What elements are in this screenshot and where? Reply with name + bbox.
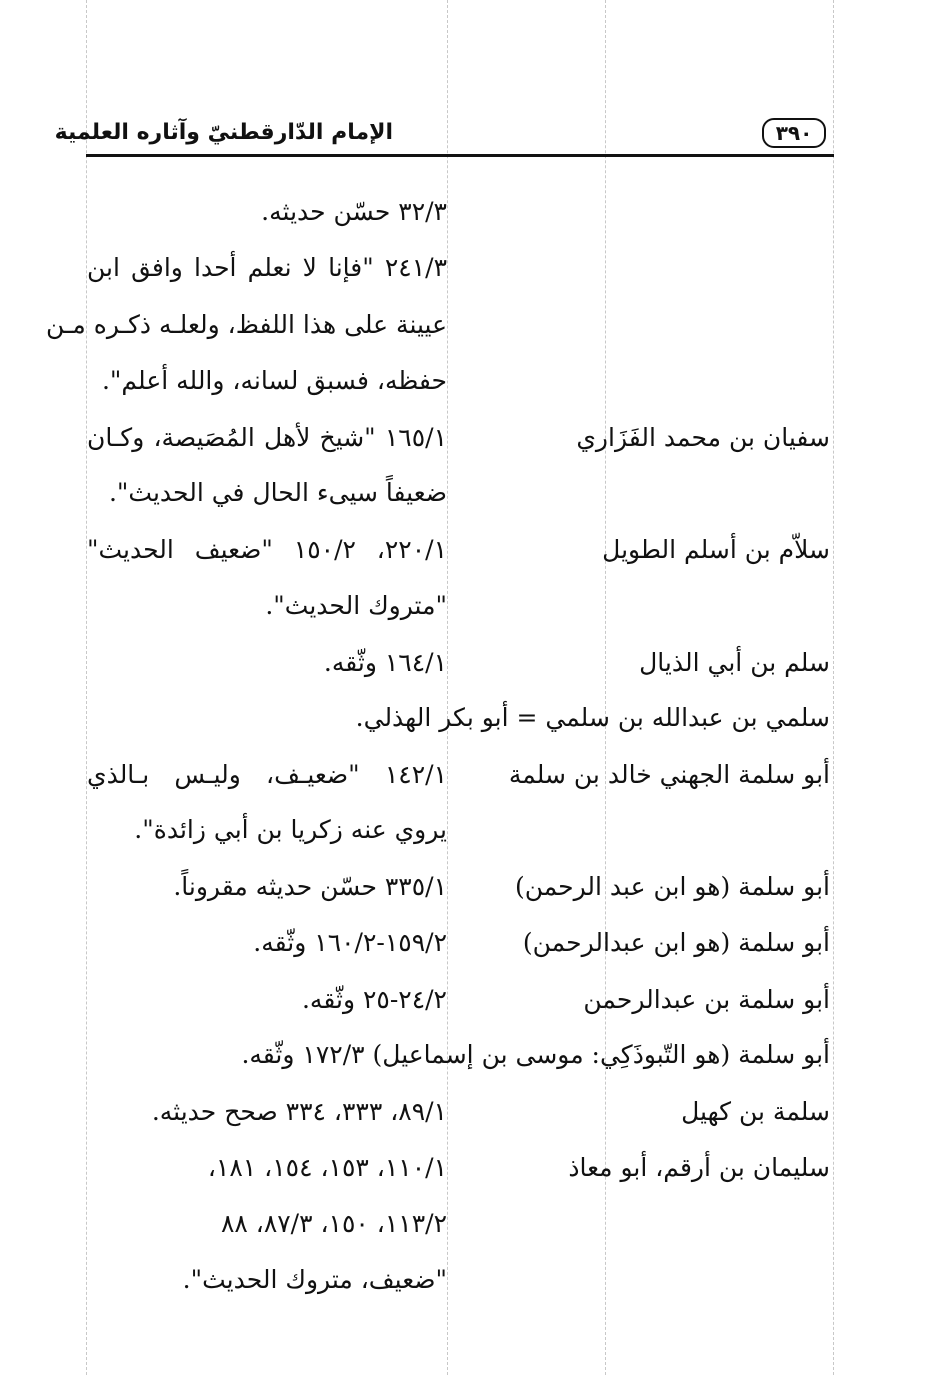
- entry-reference: ١٦٤/١ وثّقه.: [323, 648, 447, 677]
- entry-line: ضعيفاً سيىء الحال في الحديث".: [108, 478, 447, 507]
- narrator-name: سفيان بن محمد الفَزَاري: [576, 423, 830, 452]
- narrator-name: سلمة بن كهيل: [681, 1097, 830, 1126]
- narrator-name: سلم بن أبي الذيال: [639, 648, 830, 677]
- entry-line: أبو سلمة (هو التّبوذَكِي: موسى بن إسماعيل) ١٧٢/٣ وثّقه.: [241, 1040, 830, 1069]
- narrator-name: سليمان بن أرقم، أبو معاذ: [568, 1153, 830, 1182]
- entry-reference: ٣٣٥/١ حسّن حديثه مقروناً.: [173, 872, 447, 901]
- scan-guide-line-middle: [447, 0, 448, 1375]
- narrator-name: أبو سلمة (هو ابن عبد الرحمن): [514, 872, 830, 901]
- entry-reference: ٢٢٠/١، ١٥٠/٢ "ضعيف الحديث": [87, 535, 447, 564]
- entry-reference: ٨٩/١، ٣٣٣، ٣٣٤ صحح حديثه.: [151, 1097, 447, 1126]
- entry-line: ١١٣/٢، ١٥٠، ٨٧/٣، ٨٨: [220, 1209, 447, 1238]
- narrator-name: أبو سلمة الجهني خالد بن سلمة: [508, 760, 830, 789]
- narrator-name: أبو سلمة بن عبدالرحمن: [583, 985, 830, 1014]
- narrator-name: أبو سلمة (هو ابن عبدالرحمن): [522, 928, 830, 957]
- entry-reference: ١٤٢/١ "ضعيـف، وليـس بـالذي: [87, 760, 447, 789]
- running-header-title: الإمام الدّارقطنيّ وآثاره العلمية: [54, 120, 393, 145]
- entry-line: عيينة على هذا اللفظ، ولعلـه ذكـره مـن: [46, 310, 447, 339]
- cross-reference-line: سلمي بن عبدالله بن سلمي = أبو بكر الهذلي.: [355, 703, 830, 732]
- entry-line: "ضعيف، متروك الحديث".: [182, 1265, 447, 1294]
- entry-reference: ٢٤/٢-٢٥ وثّقه.: [301, 985, 447, 1014]
- entry-line: ٢٤١/٣ "فإنا لا نعلم أحدا وافق ابن: [87, 253, 447, 282]
- page-number: ٣٩٠: [762, 118, 826, 148]
- entry-reference: ١٥٩/٢-١٦٠/٢ وثّقه.: [253, 928, 447, 957]
- header-rule: [86, 154, 834, 157]
- entry-reference: ١١٠/١، ١٥٣، ١٥٤، ١٨١،: [207, 1153, 447, 1182]
- scan-guide-line-right: [833, 0, 834, 1375]
- entry-reference: ١٦٥/١ "شيخ لأهل المُصَيصة، وكـان: [87, 423, 447, 452]
- entry-line: حفظه، فسبق لسانه، والله أعلم".: [101, 366, 447, 395]
- entry-line: ٣٢/٣ حسّن حديثه.: [261, 197, 447, 226]
- narrator-name: سلاّم بن أسلم الطويل: [602, 535, 830, 564]
- entry-line: "متروك الحديث".: [265, 591, 447, 620]
- entry-line: يروي عنه زكريا بن أبي زائدة".: [134, 815, 447, 844]
